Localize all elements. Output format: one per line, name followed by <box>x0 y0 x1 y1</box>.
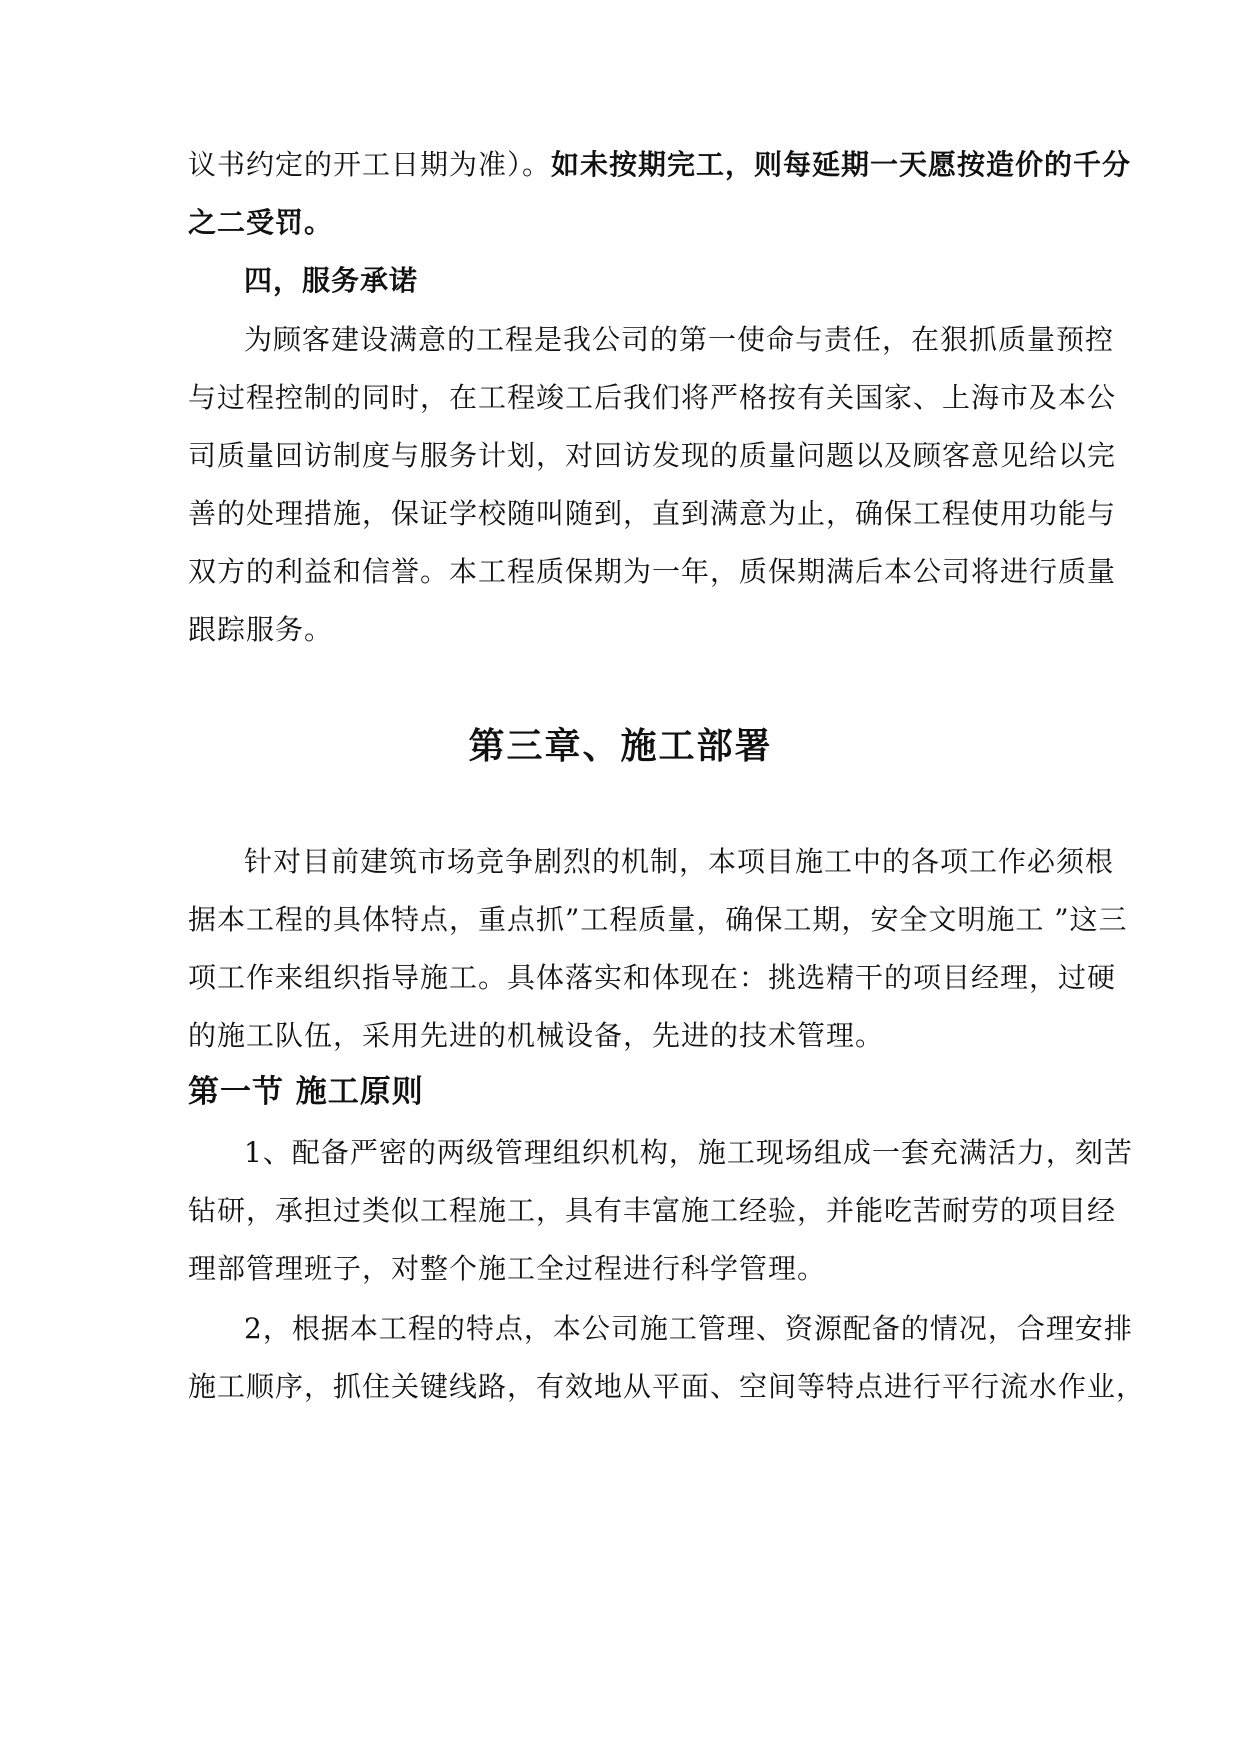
service-line-2: 与过程控制的同时，在工程竣工后我们将严格按有关国家、上海市及本公 <box>188 381 1117 414</box>
intro-normal-text: 议书约定的开工日期为准）。 <box>188 148 552 181</box>
intro-line-1 <box>188 145 1131 185</box>
principle1-line-1: 1、配备严密的两级管理组织机构，施工现场组成一套充满活力，刻苦 <box>244 1136 1133 1169</box>
service-line-6: 跟踪服务。 <box>188 613 334 646</box>
principle2-line-1: 2，根据本工程的特点，本公司施工管理、资源配备的情况，合理安排 <box>244 1312 1133 1345</box>
service-line-4: 善的处理措施，保证学校随叫随到，直到满意为止，确保工程使用功能与 <box>188 497 1117 530</box>
principle1-line-2: 钻研，承担过类似工程施工，具有丰富施工经验，并能吃苦耐劳的项目经 <box>188 1194 1117 1227</box>
chapter-title: 第三章、施工部署 <box>468 725 773 767</box>
chapter-para-line-3: 项工作来组织指导施工。具体落实和体现在：挑选精干的项目经理，过硬 <box>188 961 1117 994</box>
intro-bold-text: 如未按期完工，则每延期一天愿按造价的千分 <box>551 148 1132 181</box>
chapter-para-line-2: 据本工程的具体特点，重点抓”工程质量，确保工期，安全文明施工 ”这三 <box>188 903 1128 936</box>
intro-line-2: 之二受罚。 <box>188 206 334 239</box>
chapter-para-line-4: 的施工队伍，采用先进的机械设备，先进的技术管理。 <box>188 1019 885 1052</box>
principle1-line-3: 理部管理班子，对整个施工全过程进行科学管理。 <box>188 1252 827 1285</box>
service-line-1: 为顾客建设满意的工程是我公司的第一使命与责任，在狠抓质量预控 <box>244 323 1115 356</box>
chapter-para-line-1: 针对目前建筑市场竞争剧烈的机制，本项目施工中的各项工作必须根 <box>244 845 1115 878</box>
section-title: 第一节 施工原则 <box>188 1074 424 1110</box>
principle2-line-2: 施工顺序，抓住关键线路，有效地从平面、空间等特点进行平行流水作业， <box>188 1370 1146 1403</box>
service-heading: 四，服务承诺 <box>244 264 419 297</box>
service-line-5: 双方的利益和信誉。本工程质保期为一年，质保期满后本公司将进行质量 <box>188 555 1117 588</box>
service-line-3: 司质量回访制度与服务计划，对回访发现的质量问题以及顾客意见给以完 <box>188 439 1117 472</box>
